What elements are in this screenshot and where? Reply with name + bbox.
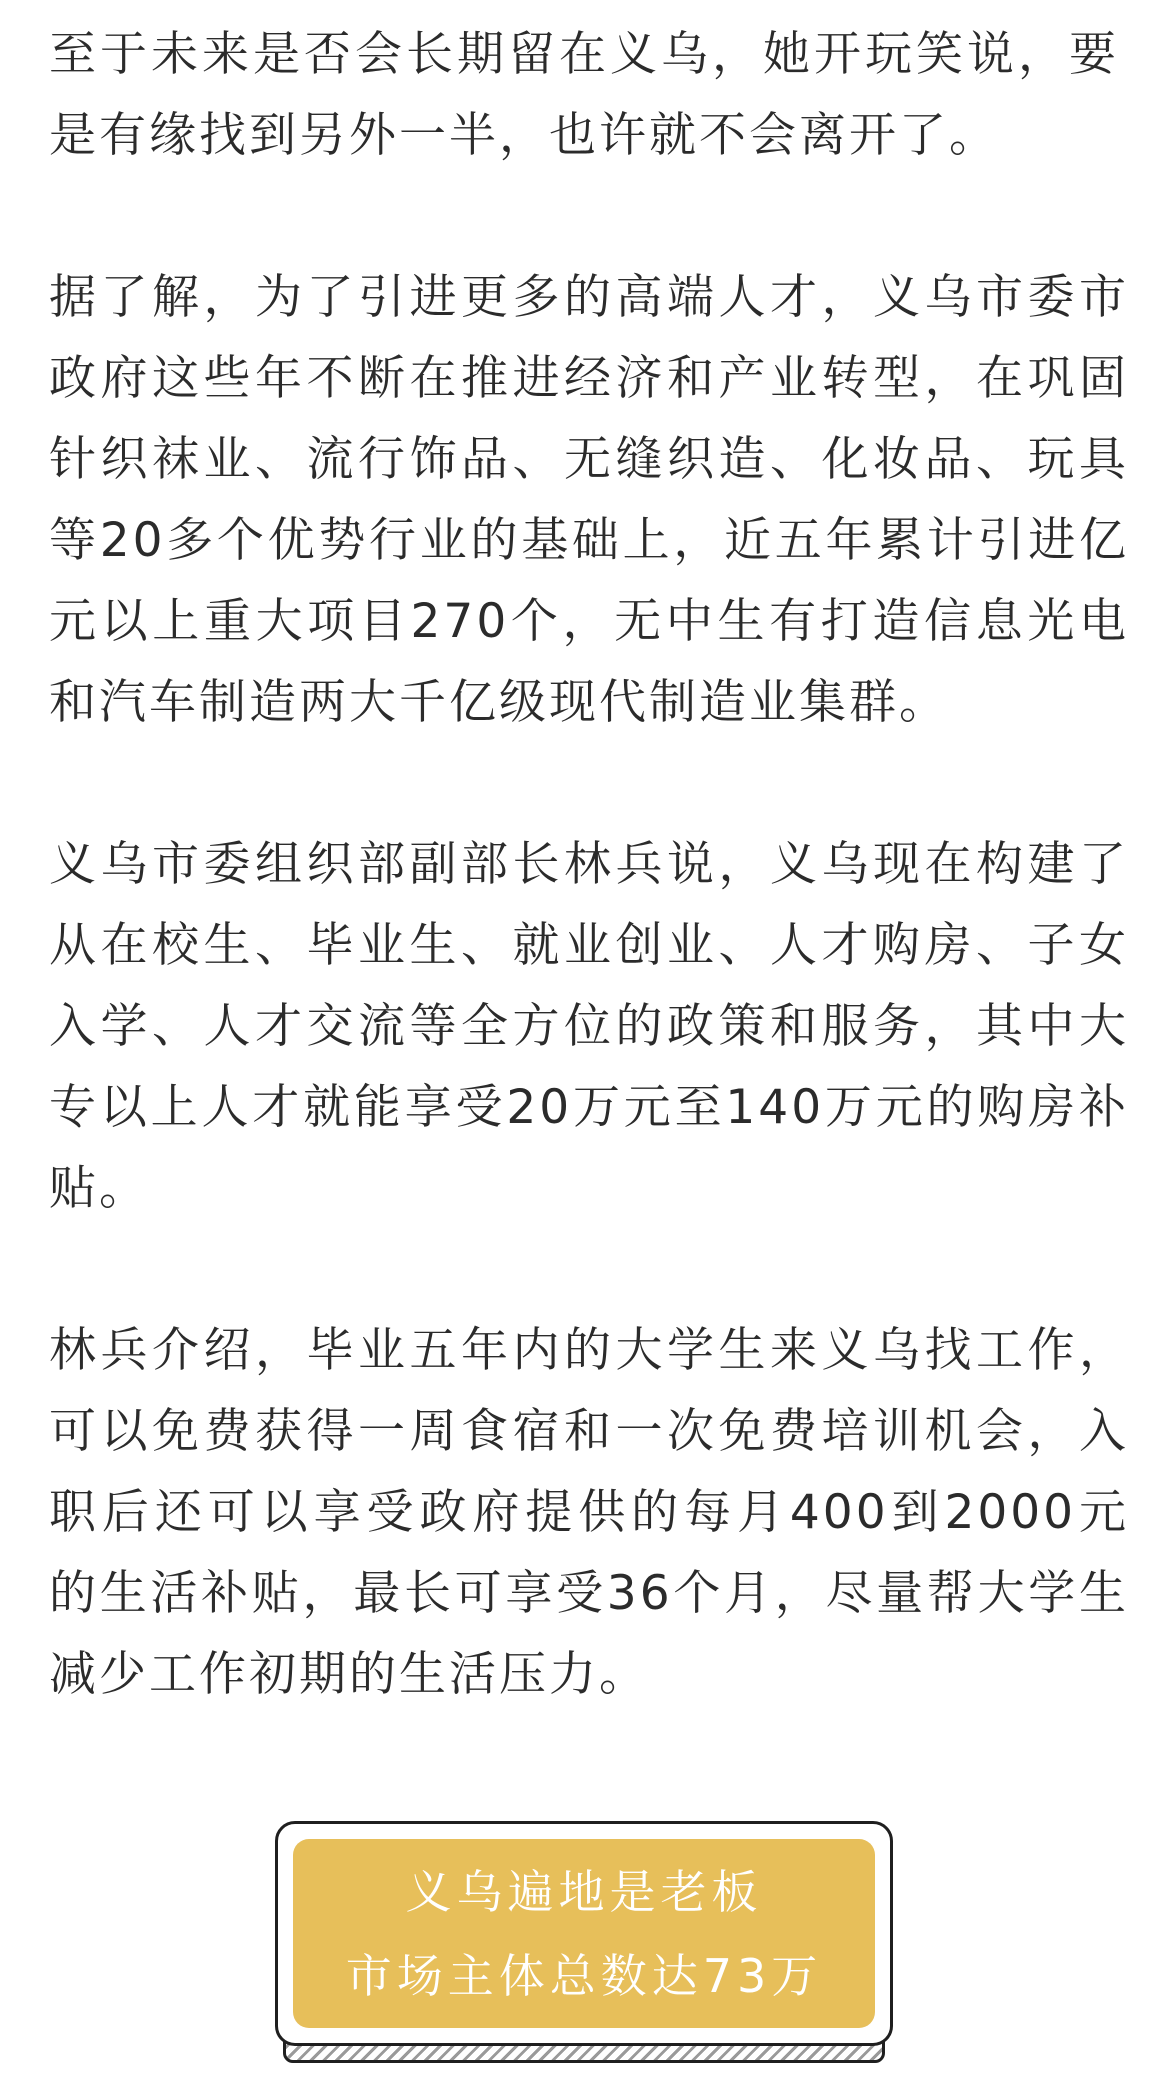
article-paragraph: 据了解，为了引进更多的高端人才，义乌市委市政府这些年不断在推进经济和产业转型，在巩固针织袜业、流行饰品、无缝织造、化妆品、玩具等20多个优势行业的基础上，近五年累计引进亿元以上重大项目270个，无中生有打造信息光电和汽车制造两大千亿级现代制造业集群。: [49, 270, 1129, 730]
card-fill: [293, 1839, 875, 2028]
article-paragraph: 至于未来是否会长期留在义乌，她开玩笑说，要是有缘找到另外一半，也许就不会离开了。: [49, 27, 1119, 163]
card-frame: [275, 1821, 893, 2046]
section-heading-card: [275, 1821, 893, 2076]
section-heading-line-1: 义乌遍地是老板: [405, 1864, 763, 1919]
article-paragraph: 林兵介绍，毕业五年内的大学生来义乌找工作，可以免费获得一周食宿和一次免费培训机会，入职后还可以享受政府提供的每月400到2000元的生活补贴，最长可享受36个月，尽量帮大学生减少工作初期的生活压力。: [49, 1323, 1129, 1702]
article-paragraph: 义乌市委组织部副部长林兵说，义乌现在构建了从在校生、毕业生、就业创业、人才购房、子女入学、人才交流等全方位的政策和服务，其中大专以上人才就能享受20万元至140万元的购房补贴。: [49, 837, 1129, 1216]
section-heading-line-2: 市场主体总数达73万: [345, 1948, 823, 2003]
article-body: [49, 14, 1129, 1715]
